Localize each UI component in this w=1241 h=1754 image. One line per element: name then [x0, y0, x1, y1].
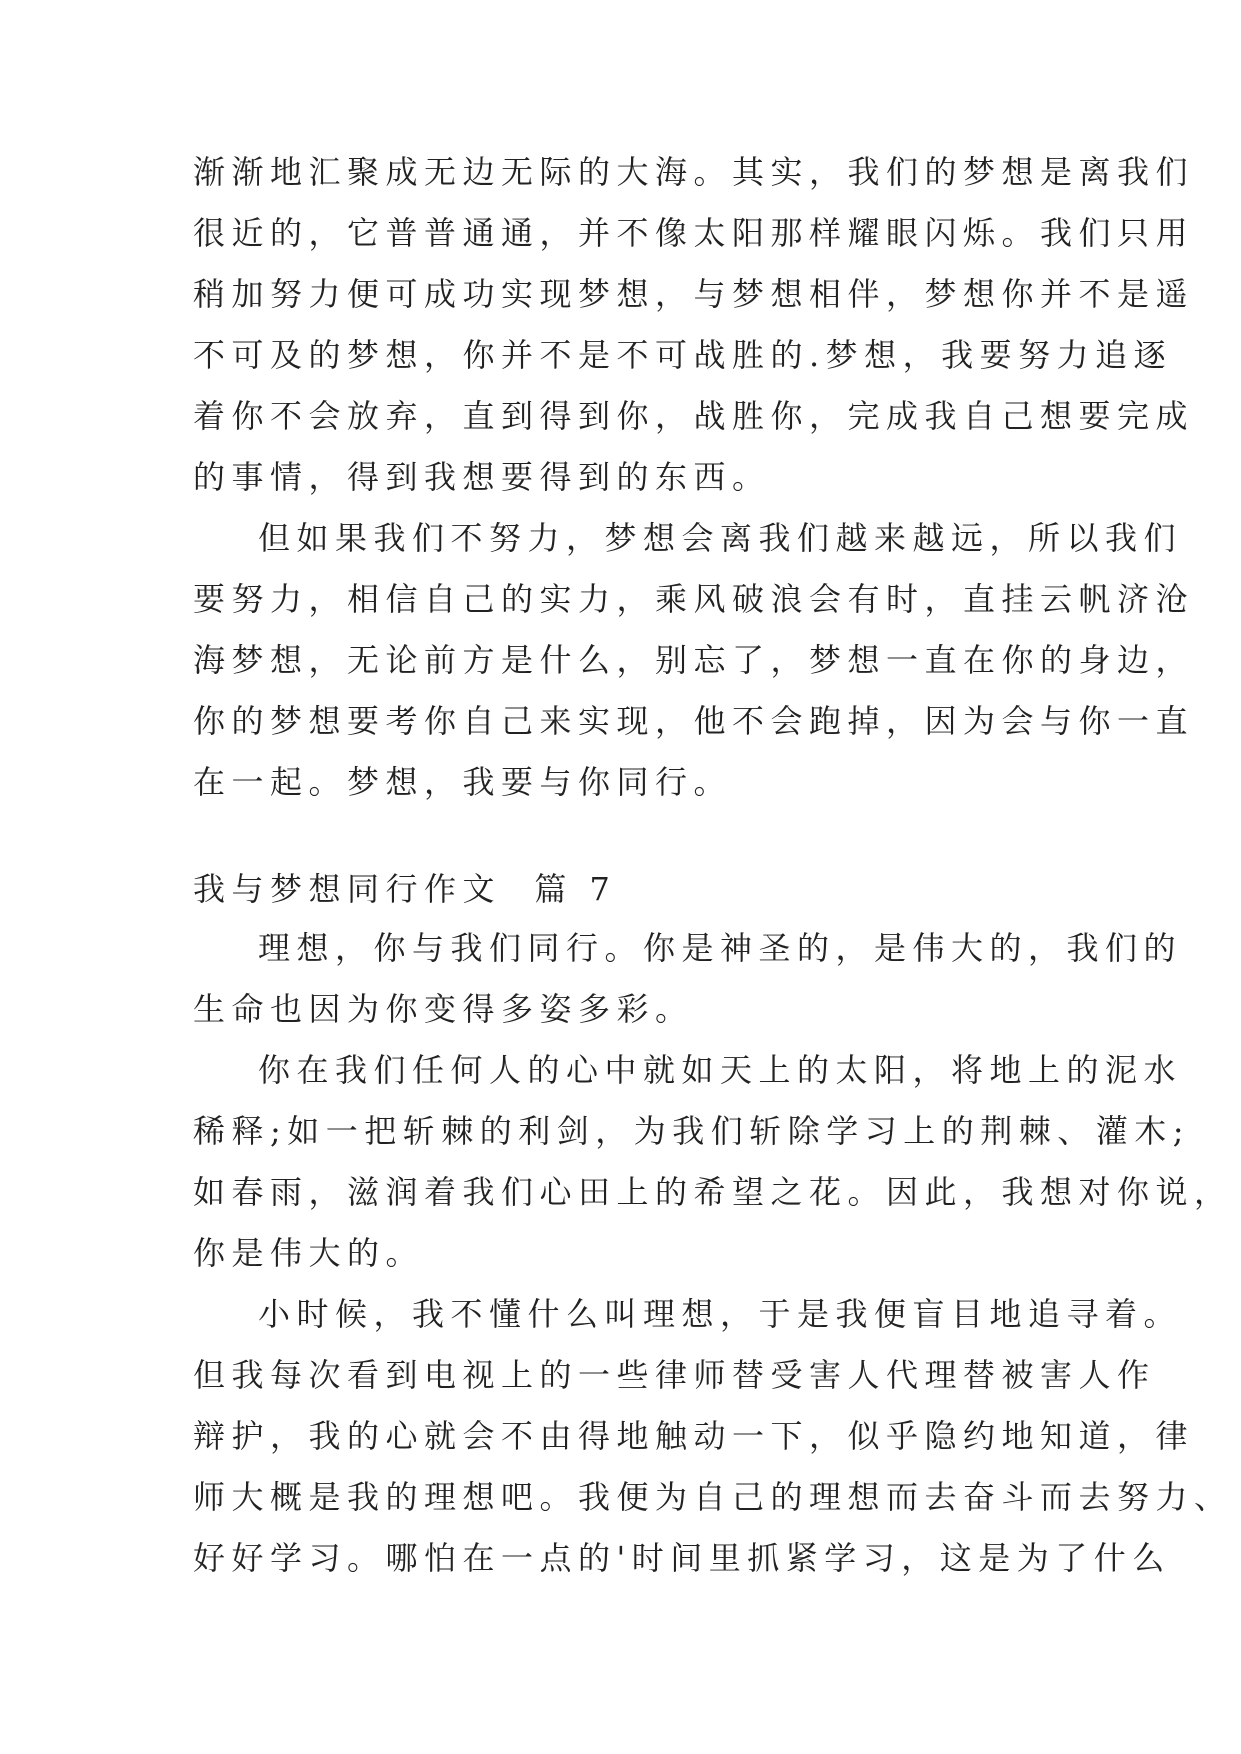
text-line: 师大概是我的理想吧。我便为自己的理想而去奋斗而去努力、: [193, 1478, 1233, 1516]
text-line: 如春雨，滋润着我们心田上的希望之花。因此，我想对你说，: [193, 1173, 1233, 1211]
text-line: 理想，你与我们同行。你是神圣的，是伟大的，我们的: [258, 929, 1183, 967]
text-line: 渐渐地汇聚成无边无际的大海。其实，我们的梦想是离我们: [193, 153, 1195, 191]
text-line: 你的梦想要考你自己来实现，他不会跑掉，因为会与你一直: [193, 702, 1195, 740]
text-line: 要努力，相信自己的实力，乘风破浪会有时，直挂云帆济沧: [193, 580, 1195, 618]
text-line: 辩护，我的心就会不由得地触动一下，似乎隐约地知道，律: [193, 1417, 1195, 1455]
text-line: 着你不会放弃，直到得到你，战胜你，完成我自己想要完成: [193, 397, 1195, 435]
text-line: 好好学习。哪怕在一点的'时间里抓紧学习，这是为了什么: [193, 1539, 1171, 1577]
text-line: 稍加努力便可成功实现梦想，与梦想相伴，梦想你并不是遥: [193, 275, 1195, 313]
text-line: 很近的，它普普通通，并不像太阳那样耀眼闪烁。我们只用: [193, 214, 1195, 252]
text-line: 你在我们任何人的心中就如天上的太阳，将地上的泥水: [258, 1051, 1183, 1089]
text-line: 小时候，我不懂什么叫理想，于是我便盲目地追寻着。: [258, 1295, 1183, 1333]
text-line: 稀释;如一把斩棘的利剑，为我们斩除学习上的荆棘、灌木;: [193, 1112, 1191, 1150]
text-line: 在一起。梦想，我要与你同行。: [193, 763, 733, 801]
text-line: 海梦想，无论前方是什么，别忘了，梦想一直在你的身边，: [193, 641, 1195, 679]
text-line: 生命也因为你变得多姿多彩。: [193, 990, 694, 1028]
text-line: 但我每次看到电视上的一些律师替受害人代理替被害人作: [193, 1356, 1156, 1394]
text-line: 你是伟大的。: [193, 1234, 425, 1272]
text-line: 不可及的梦想，你并不是不可战胜的.梦想，我要努力追逐: [193, 336, 1173, 374]
section-heading: 我与梦想同行作文 篇 7: [193, 870, 617, 908]
text-line: 但如果我们不努力，梦想会离我们越来越远，所以我们: [258, 519, 1183, 557]
text-line: 的事情，得到我想要得到的东西。: [193, 458, 771, 496]
